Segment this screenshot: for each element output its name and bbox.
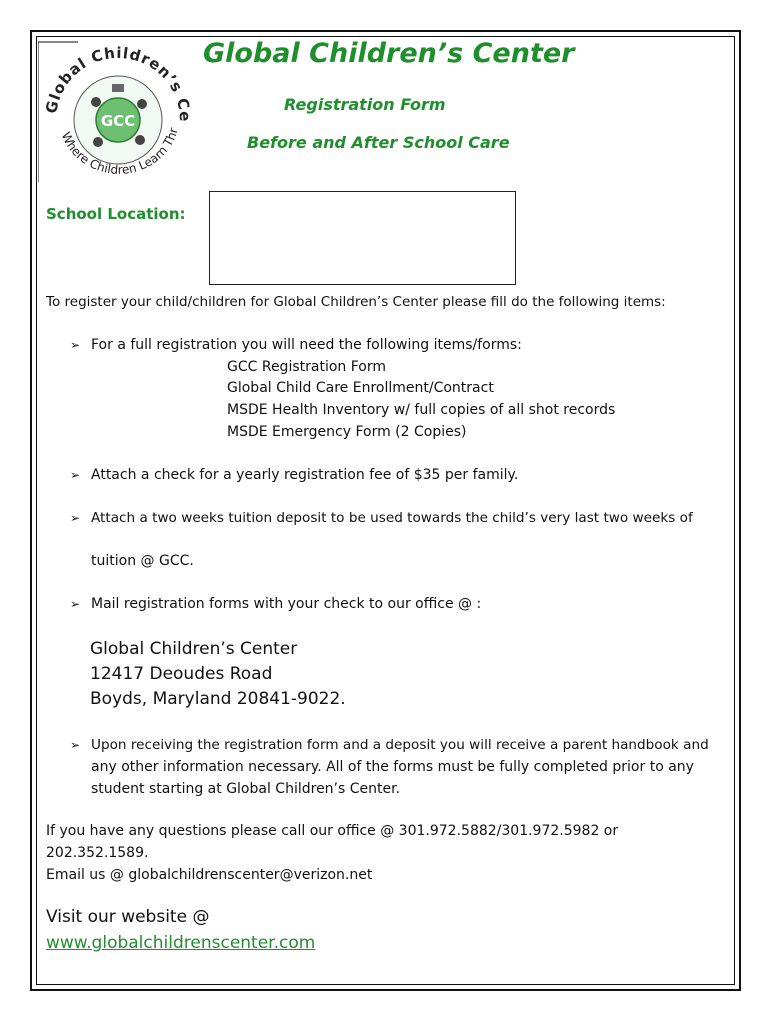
form-item: MSDE Emergency Form (2 Copies) [227,424,467,440]
bullet-5-text: Upon receiving the registration form and a deposit you will receive a parent handbook and [91,737,709,753]
bullet-arrow-icon: ➢ [70,468,81,482]
intro-text: To register your child/children for Global Children’s Center please fill do the following items: [46,294,666,310]
gcc-logo [38,40,198,182]
form-item: Global Child Care Enrollment/Contract [227,380,494,396]
bullet-3-text-cont: tuition @ GCC. [91,553,194,569]
page-title: Global Children’s Center [203,38,575,69]
website-link[interactable]: www.globalchildrenscenter.com [46,933,316,953]
form-item: GCC Registration Form [227,359,386,375]
contact-phone-text: If you have any questions please call our office @ 301.972.5882/301.972.5982 or [46,823,619,839]
bullet-arrow-icon: ➢ [70,738,81,752]
bullet-4-text: Mail registration forms with your check to our office @ : [91,596,482,612]
bullet-arrow-icon: ➢ [70,338,81,352]
bullet-3-text: Attach a two weeks tuition deposit to be used towards the child’s very last two weeks of [91,510,693,526]
bullet-5-text-cont: any other information necessary. All of the forms must be fully completed prior to any [91,759,694,775]
form-title: Registration Form [284,95,446,114]
bullet-arrow-icon: ➢ [70,597,81,611]
school-location-field[interactable] [209,191,516,285]
form-item: MSDE Health Inventory w/ full copies of all shot records [227,402,616,418]
program-title: Before and After School Care [247,133,510,152]
logo-bottom-text: Where Children Learn Thr [58,126,181,177]
logo-top-text: Global Children’s Ce [42,43,195,123]
bullet-5-text-cont: student starting at Global Children’s Center. [91,781,401,797]
bullet-1-text: For a full registration you will need the following items/forms: [91,337,522,353]
website-label: Visit our website @ [46,907,210,927]
bullet-2-text: Attach a check for a yearly registration fee of $35 per family. [91,467,519,483]
address-street: 12417 Deoudes Road [90,664,273,684]
school-location-label: School Location: [46,205,186,223]
bullet-arrow-icon: ➢ [70,511,81,525]
logo-center-text: GCC [100,112,136,130]
contact-phone-text-cont: 202.352.1589. [46,845,149,861]
address-city: Boyds, Maryland 20841-9022. [90,689,346,709]
address-name: Global Children’s Center [90,639,298,659]
contact-email-text: Email us @ globalchildrenscenter@verizon.net [46,867,373,883]
